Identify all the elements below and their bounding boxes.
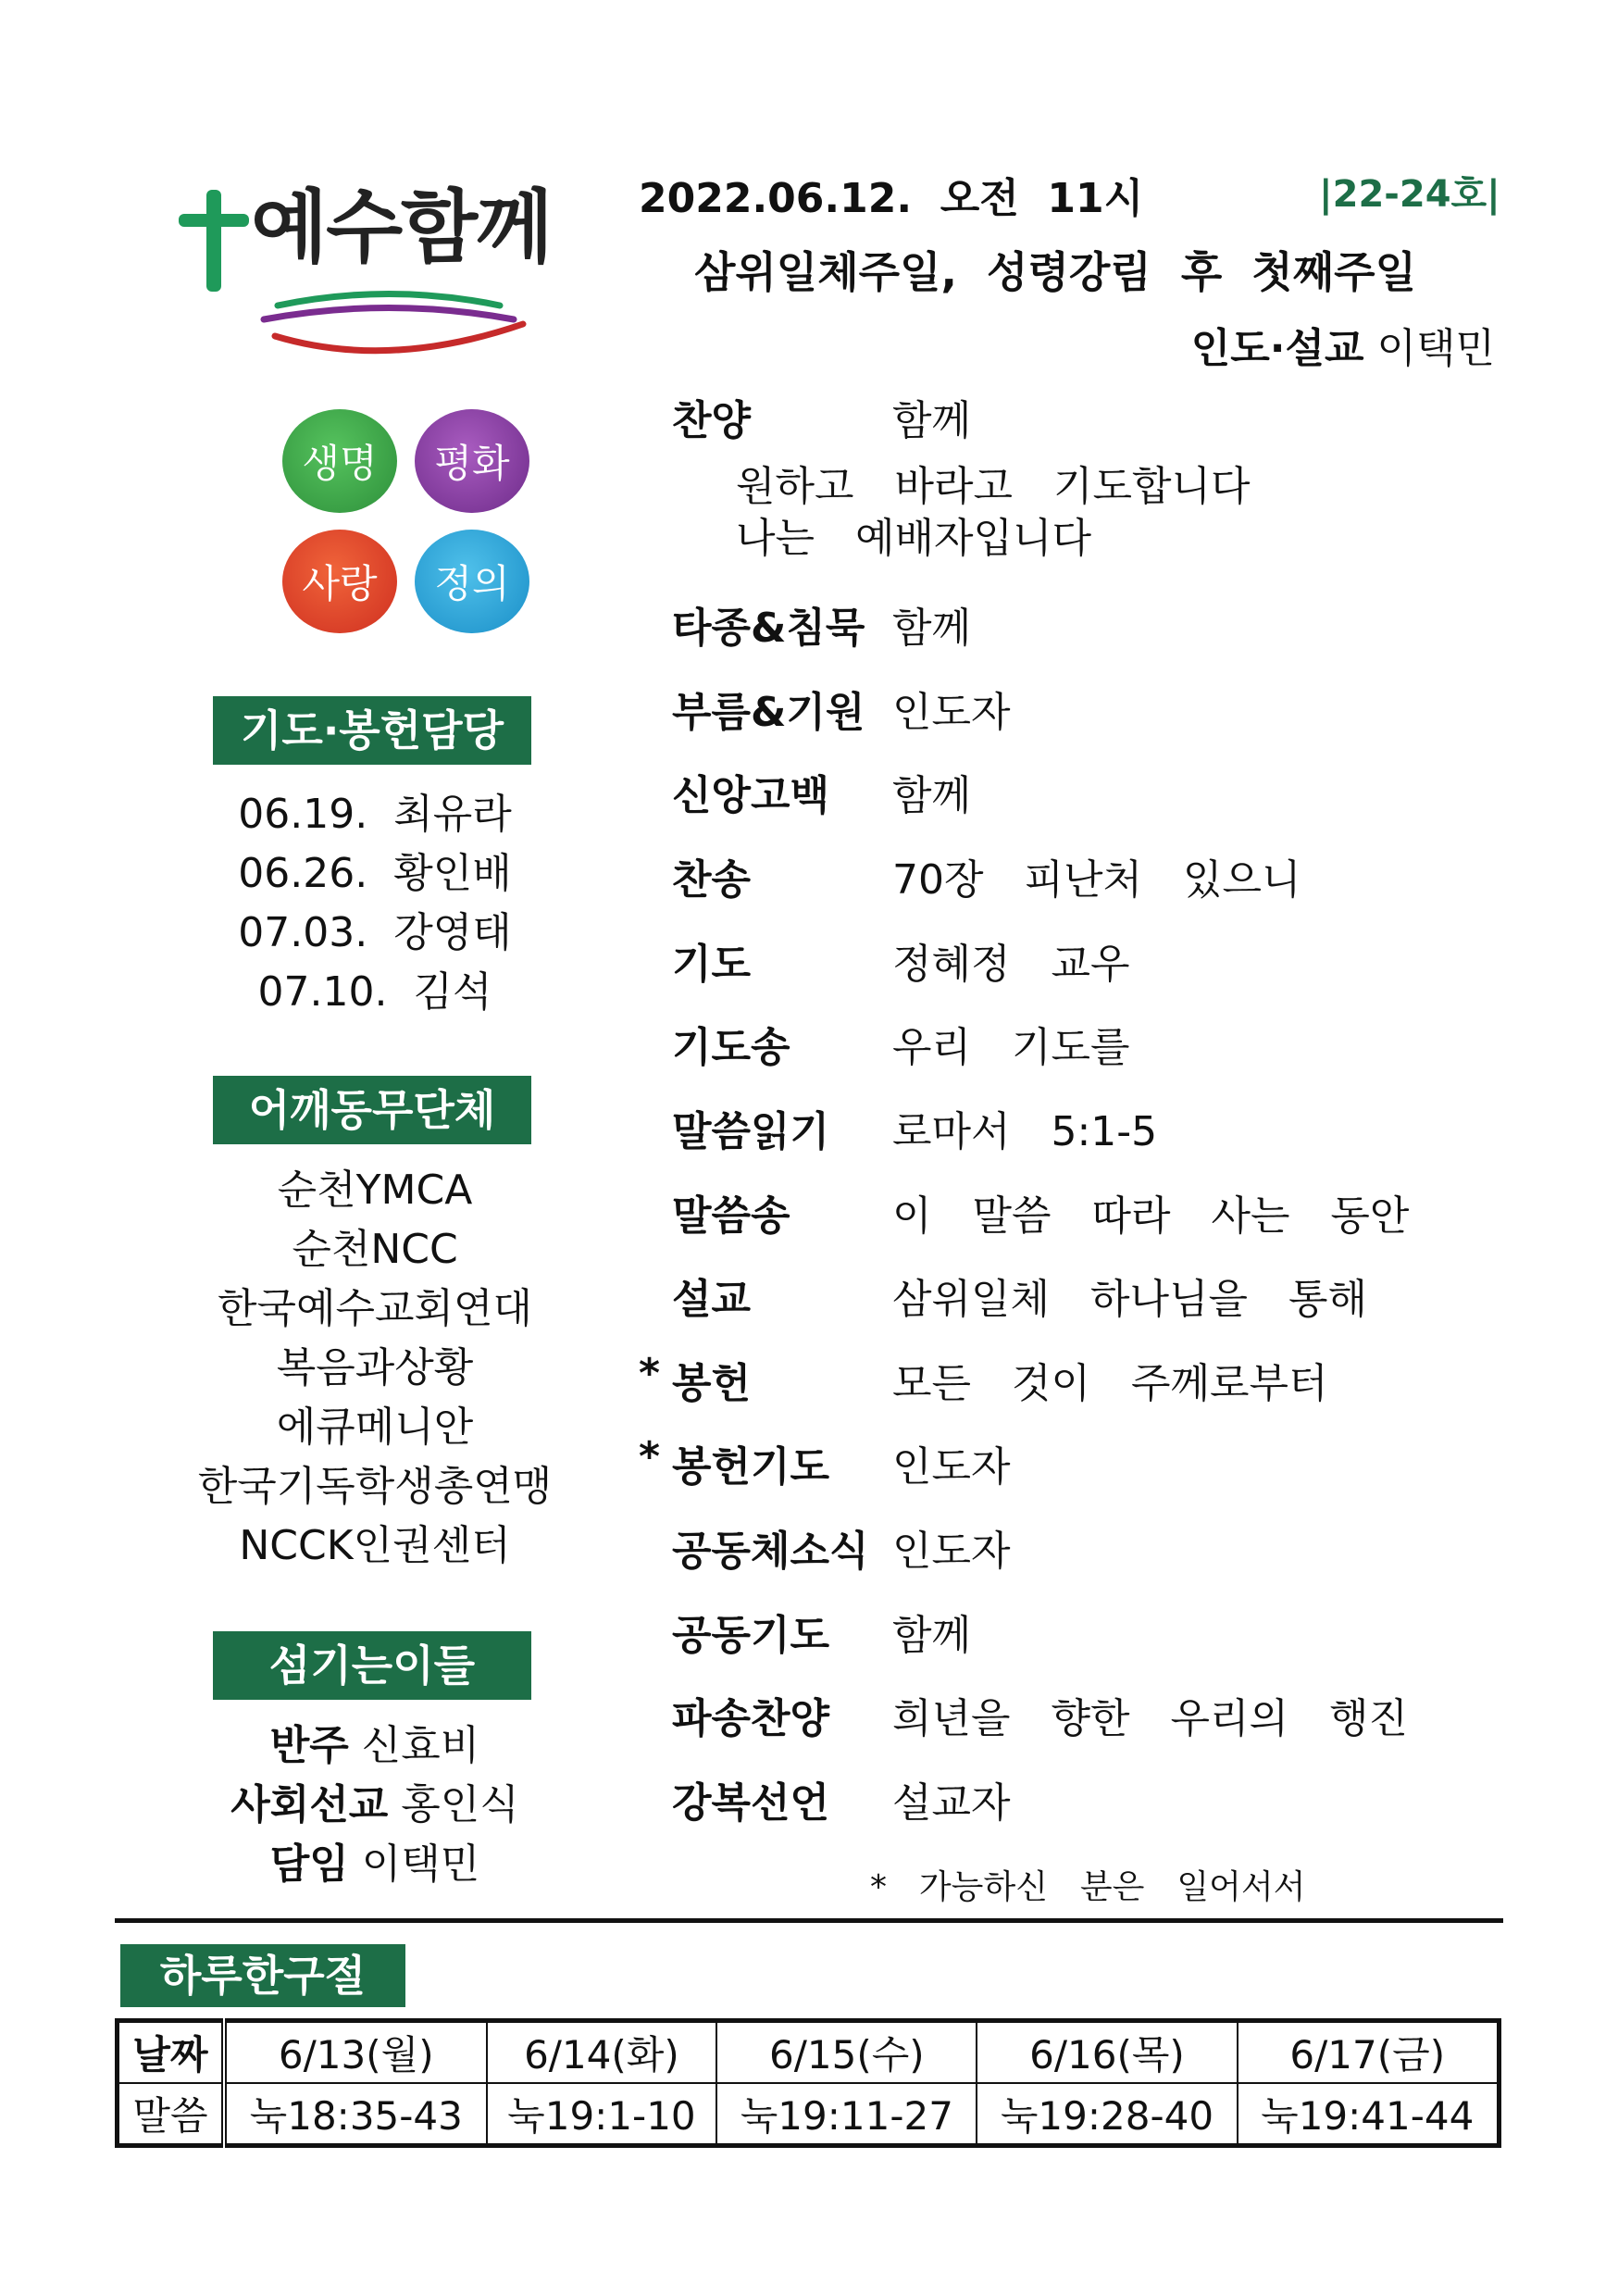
standing-note: * 가능하신 분은 일어서서 (870, 1868, 1306, 1906)
leader-role: 인도·설교 (1190, 325, 1364, 372)
order-item-label: 기도 (672, 941, 752, 988)
order-item-value: 희년을 향한 우리의 행진 (892, 1695, 1408, 1742)
leader-name: 이택민 (1376, 325, 1495, 372)
list-item: 07.10. 김석 (257, 968, 492, 1016)
server-name: 홍인식 (401, 1781, 519, 1828)
order-item-label: 기도송 (672, 1024, 790, 1071)
list-item (157, 1835, 592, 1894)
servers-list (157, 1716, 592, 1894)
order-item-value: 함께 (892, 1612, 972, 1659)
table-row (118, 2021, 1500, 2084)
partners-header: 어깨동무단체 (213, 1076, 531, 1144)
server-role: 담임 (269, 1841, 349, 1888)
order-item-label: 파송찬양 (672, 1695, 830, 1742)
table-cell: 눅18:35-43 (224, 2083, 487, 2146)
server-role: 반주 (269, 1722, 349, 1769)
order-item-label: 말씀읽기 (672, 1108, 830, 1155)
order-item-value: 함께 (892, 397, 972, 444)
list-item: 06.26. 황인배 (238, 850, 512, 897)
leader-line (1018, 315, 1495, 374)
order-item-label: 부름&기원 (672, 689, 865, 736)
order-item-label: 설교 (672, 1276, 752, 1323)
standing-marker: * (639, 1350, 661, 1397)
order-item-value: 인도자 (892, 689, 1011, 736)
partners-list (157, 1161, 592, 1576)
list-item: 에큐메니안 (276, 1404, 474, 1451)
divider (115, 1918, 1503, 1923)
praise-song: 원하고 바라고 기도합니다 (736, 463, 1251, 510)
list-item: 한국기독학생총연맹 (197, 1463, 553, 1510)
order-item-value: 함께 (892, 772, 972, 819)
value-peace: 평화 (415, 409, 529, 513)
cross-icon (206, 190, 221, 292)
standing-marker: * (639, 1433, 661, 1480)
order-item-label: 말씀송 (672, 1192, 790, 1240)
order-item-value: 우리 기도를 (892, 1024, 1130, 1071)
table-cell: 눅19:1-10 (487, 2083, 717, 2146)
value-life: 생명 (282, 409, 397, 513)
praise-songs (736, 461, 1251, 565)
praise-song: 나는 예배자입니다 (736, 515, 1092, 562)
server-name: 신효비 (361, 1722, 480, 1769)
table-row (118, 2083, 1500, 2146)
order-item-label: 공동기도 (672, 1612, 830, 1659)
daily-verse-table (115, 2018, 1501, 2148)
issue-number: |22-24호| (1319, 173, 1500, 216)
order-item-label: 강복선언 (672, 1779, 830, 1827)
service-date: 2022.06.12. 오전 11시 (639, 175, 1144, 222)
order-item-value: 70장 피난처 있으니 (892, 856, 1301, 904)
logo-text: 예수함께 (251, 181, 552, 274)
table-cell: 6/16(목) (977, 2021, 1237, 2084)
order-item-value: 인도자 (892, 1528, 1011, 1575)
order-item-label: 타종&침묵 (672, 605, 865, 652)
prayer-duty-list (157, 785, 592, 1022)
table-cell: 6/17(금) (1238, 2021, 1500, 2084)
order-item-value: 인도자 (892, 1443, 1011, 1491)
order-item-value: 함께 (892, 605, 972, 652)
order-item-value: 모든 것이 주께로부터 (892, 1360, 1328, 1407)
order-item-label: 찬송 (672, 856, 752, 904)
daily-verse-header: 하루한구절 (120, 1944, 405, 2007)
server-name: 이택민 (361, 1841, 480, 1888)
order-item-value: 설교자 (892, 1779, 1011, 1827)
order-item-label: 봉헌 (672, 1360, 752, 1407)
table-row-head: 날짜 (118, 2021, 225, 2084)
list-item: 순천YMCA (277, 1167, 473, 1214)
table-cell: 6/14(화) (487, 2021, 717, 2084)
cross-icon-bar (179, 214, 249, 227)
order-item-value: 이 말씀 따라 사는 동안 (892, 1192, 1410, 1240)
list-item: NCCK인권센터 (239, 1522, 511, 1569)
order-item-value: 정혜정 교우 (892, 941, 1130, 988)
table-cell: 6/15(수) (716, 2021, 977, 2084)
prayer-duty-header: 기도·봉헌담당 (213, 696, 531, 765)
table-cell: 눅19:28-40 (977, 2083, 1237, 2146)
service-title: 삼위일체주일, 성령강림 후 첫째주일 (693, 247, 1417, 297)
list-item (157, 1776, 592, 1835)
list-item: 복음과상황 (276, 1344, 474, 1391)
order-item-label: 찬양 (672, 397, 752, 444)
list-item: 06.19. 최유라 (238, 791, 512, 838)
order-item-label: 공동체소식 (672, 1528, 869, 1575)
list-item: 한국예수교회연대 (217, 1285, 533, 1332)
servers-header: 섬기는이들 (213, 1631, 531, 1700)
table-cell: 눅19:11-27 (716, 2083, 977, 2146)
order-item-value: 삼위일체 하나님을 통해 (892, 1276, 1367, 1323)
table-cell: 눅19:41-44 (1238, 2083, 1500, 2146)
order-item-value: 로마서 5:1-5 (892, 1108, 1158, 1155)
table-row-head: 말씀 (118, 2083, 225, 2146)
order-item-label: 신앙고백 (672, 772, 830, 819)
order-item-label: 봉헌기도 (672, 1443, 830, 1491)
list-item (157, 1716, 592, 1776)
list-item: 07.03. 강영태 (238, 909, 512, 956)
table-cell: 6/13(월) (224, 2021, 487, 2084)
list-item: 순천NCC (292, 1226, 458, 1273)
server-role: 사회선교 (230, 1781, 389, 1828)
value-love: 사랑 (282, 530, 397, 633)
value-justice: 정의 (415, 530, 529, 633)
church-logo (171, 181, 560, 366)
